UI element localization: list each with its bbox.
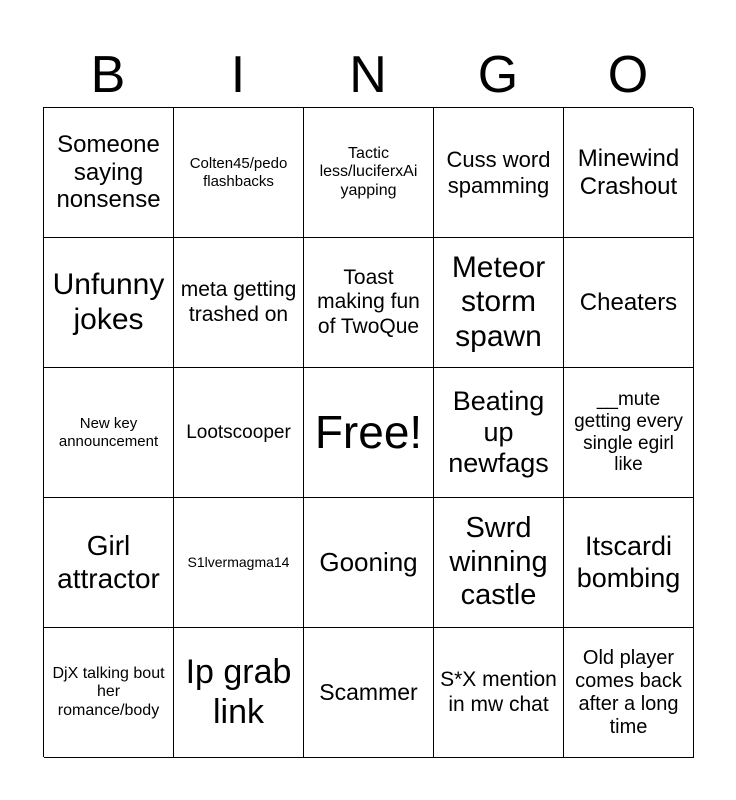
bingo-cell[interactable] [304,628,434,758]
bingo-cell[interactable] [44,108,174,238]
cell-label: __mute getting every single egirl like [574,388,683,476]
cell-label: DjX talking bout her romance/body [52,664,165,719]
bingo-cell[interactable] [564,238,694,368]
cell-label: Colten45/pedo flashbacks [189,155,288,190]
bingo-cell[interactable] [174,628,304,758]
bingo-cell[interactable] [174,498,304,628]
bingo-cell[interactable] [44,238,174,368]
cell-label: Beating up newfags [448,385,549,479]
bingo-cell[interactable] [44,368,174,498]
cell-label: New key announcement [58,415,159,450]
cell-label: Itscardi bombing [576,531,681,593]
header-letter-b: B [90,46,126,104]
bingo-cell[interactable] [44,498,174,628]
free-space-cell[interactable] [304,368,434,498]
bingo-cell[interactable] [304,108,434,238]
cell-label: Unfunny jokes [52,268,165,336]
cell-label: Lootscooper [186,421,291,443]
header-letter-i: I [230,46,246,104]
bingo-cell[interactable] [174,238,304,368]
cell-label: Gooning [319,546,418,577]
bingo-cell[interactable] [174,108,304,238]
bingo-cell[interactable] [434,238,564,368]
bingo-cell[interactable] [174,368,304,498]
cell-label: Old player comes back after a long time [575,646,682,738]
bingo-cell[interactable] [44,628,174,758]
free-space-label: Free! [314,406,423,459]
bingo-board [43,107,693,757]
header-letter-n: N [349,46,387,104]
cell-label: Scammer [319,679,418,706]
cell-label: S1lvermagma14 [187,554,290,571]
bingo-cell[interactable] [434,368,564,498]
cell-label: Cheaters [579,288,678,316]
cell-label: Someone saying nonsense [56,131,161,214]
bingo-cell[interactable] [434,108,564,238]
bingo-cell[interactable] [564,498,694,628]
cell-label: Swrd winning castle [449,512,548,612]
cell-label: S*X mention in mw chat [440,668,557,716]
cell-label: Toast making fun of TwoQue [317,266,420,338]
bingo-cell[interactable] [564,108,694,238]
bingo-cell[interactable] [434,498,564,628]
cell-label: Meteor storm spawn [451,250,546,353]
cell-label: Girl attractor [57,530,160,594]
bingo-cell[interactable] [564,628,694,758]
bingo-cell[interactable] [564,368,694,498]
cell-label: Minewind Crashout [577,144,680,200]
header-letter-g: G [477,46,519,104]
cell-label: Tactic less/luciferxAi yapping [319,144,418,199]
cell-label: Ip grab link [185,653,292,731]
bingo-cell[interactable] [304,238,434,368]
cell-label: Cuss word spamming [446,147,551,198]
header-letter-o: O [607,46,649,104]
cell-label: meta getting trashed on [180,278,297,326]
bingo-cell[interactable] [304,498,434,628]
bingo-header [43,42,693,108]
bingo-cell[interactable] [434,628,564,758]
